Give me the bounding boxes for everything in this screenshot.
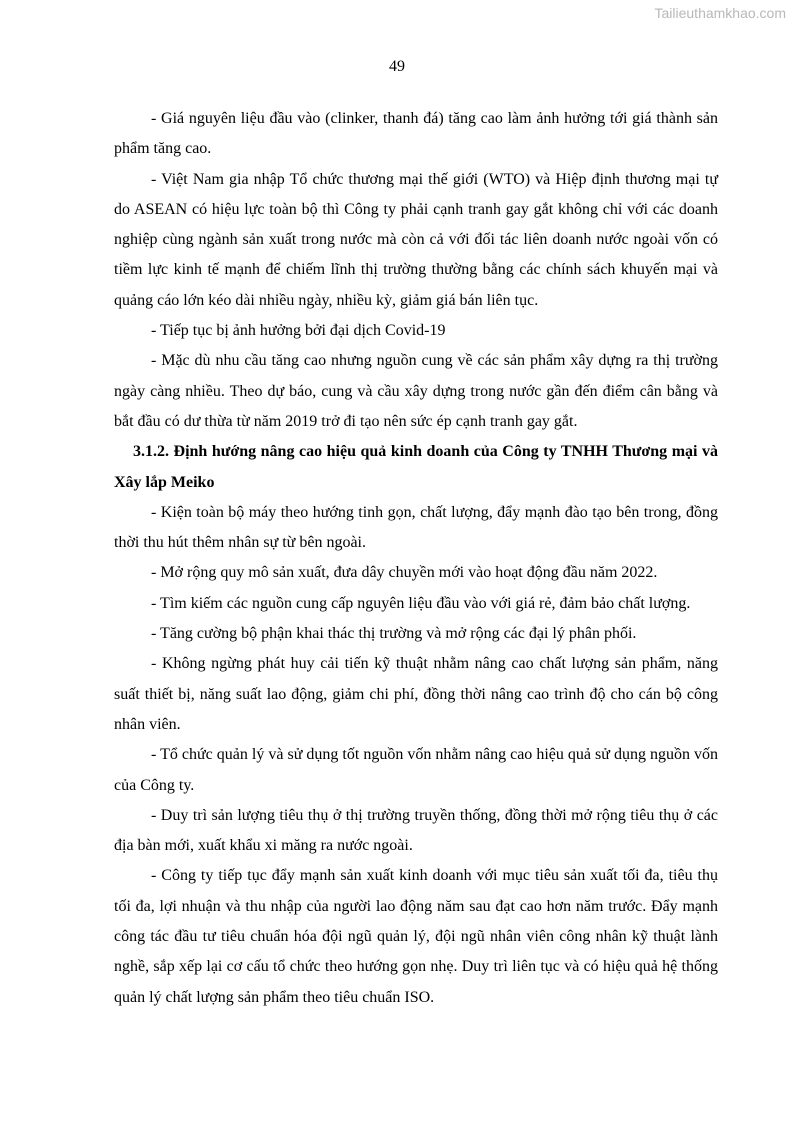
- paragraph-supply-demand: - Mặc dù nhu cầu tăng cao nhưng nguồn cung về các sản phẩm xây dựng ra thị trường ngày càng nhiều. Theo dự báo, cung và cầu xây dựng trong nước gần đến điểm cân bằng và bắt đầu có dư thừa từ năm 2019 trở đi tạo nên sức ép cạnh tranh gay gắt.: [114, 352, 718, 430]
- document-body: [114, 104, 718, 1013]
- paragraph-market-development: - Tăng cường bộ phận khai thác thị trường và mở rộng các đại lý phân phối.: [151, 625, 637, 643]
- paragraph-sales-markets: - Duy trì sản lượng tiêu thụ ở thị trường truyền thống, đồng thời mở rộng tiêu thụ ở các địa bàn mới, xuất khẩu xi măng ra nước ngoài.: [114, 806, 718, 855]
- watermark: Tailieuthamkhao.com: [654, 5, 786, 21]
- paragraph-wto-competition: - Việt Nam gia nhập Tổ chức thương mại thế giới (WTO) và Hiệp định thương mại tự do ASEAN có hiệu lực toàn bộ thì Công ty phải cạnh tranh gay gắt không chỉ với các doanh nghiệp cùng ngành sản xuất trong nước mà còn cả với đối tác liên doanh nước ngoài vốn có tiềm lực kinh tế mạnh để chiếm lĩnh thị trường thường bằng các chính sách khuyến mại và quảng cáo lớn kéo dài nhiều ngày, nhiều kỳ, giảm giá bán liên tục.: [114, 170, 718, 309]
- paragraph-technical-improvement: - Không ngừng phát huy cải tiến kỹ thuật nhằm nâng cao chất lượng sản phẩm, năng suất thiết bị, năng suất lao động, giảm chi phí, đồng thời nâng cao trình độ cho cán bộ công nhân viên.: [114, 655, 718, 733]
- paragraph-organization: - Kiện toàn bộ máy theo hướng tinh gọn, chất lượng, đẩy mạnh đào tạo bên trong, đồng thời thu hút thêm nhân sự từ bên ngoài.: [114, 503, 718, 552]
- paragraph-capital-management: - Tổ chức quản lý và sử dụng tốt nguồn vốn nhằm nâng cao hiệu quả sử dụng nguồn vốn của Công ty.: [114, 746, 718, 794]
- paragraph-business-goals: - Công ty tiếp tục đẩy mạnh sản xuất kinh doanh với mục tiêu sản xuất tối đa, tiêu thụ tối đa, lợi nhuận và thu nhập của người lao động năm sau đạt cao hơn năm trước. Đẩy mạnh công tác đầu tư tiêu chuẩn hóa đội ngũ quản lý, đội ngũ nhân viên công nhân kỹ thuật lành nghề, sắp xếp lại cơ cấu tổ chức theo hướng gọn nhẹ. Duy trì liên tục và có hiệu quả hệ thống quản lý chất lượng sản phẩm theo tiêu chuẩn ISO.: [114, 867, 718, 1006]
- paragraph-expand-production: - Mở rộng quy mô sản xuất, đưa dây chuyền mới vào hoạt động đầu năm 2022.: [151, 564, 658, 582]
- paragraph-raw-material-price: - Giá nguyên liệu đầu vào (clinker, thanh đá) tăng cao làm ảnh hưởng tới giá thành sản phẩm tăng cao.: [114, 110, 718, 158]
- paragraph-covid: - Tiếp tục bị ảnh hưởng bởi đại dịch Covid-19: [151, 322, 446, 340]
- section-heading: 3.1.2. Định hướng nâng cao hiệu quả kinh doanh của Công ty TNHH Thương mại và Xây lắp Meiko: [114, 443, 718, 491]
- page-number: 49: [389, 58, 405, 75]
- paragraph-raw-material-sourcing: - Tìm kiếm các nguồn cung cấp nguyên liệu đầu vào với giá rẻ, đảm bảo chất lượng.: [151, 594, 691, 612]
